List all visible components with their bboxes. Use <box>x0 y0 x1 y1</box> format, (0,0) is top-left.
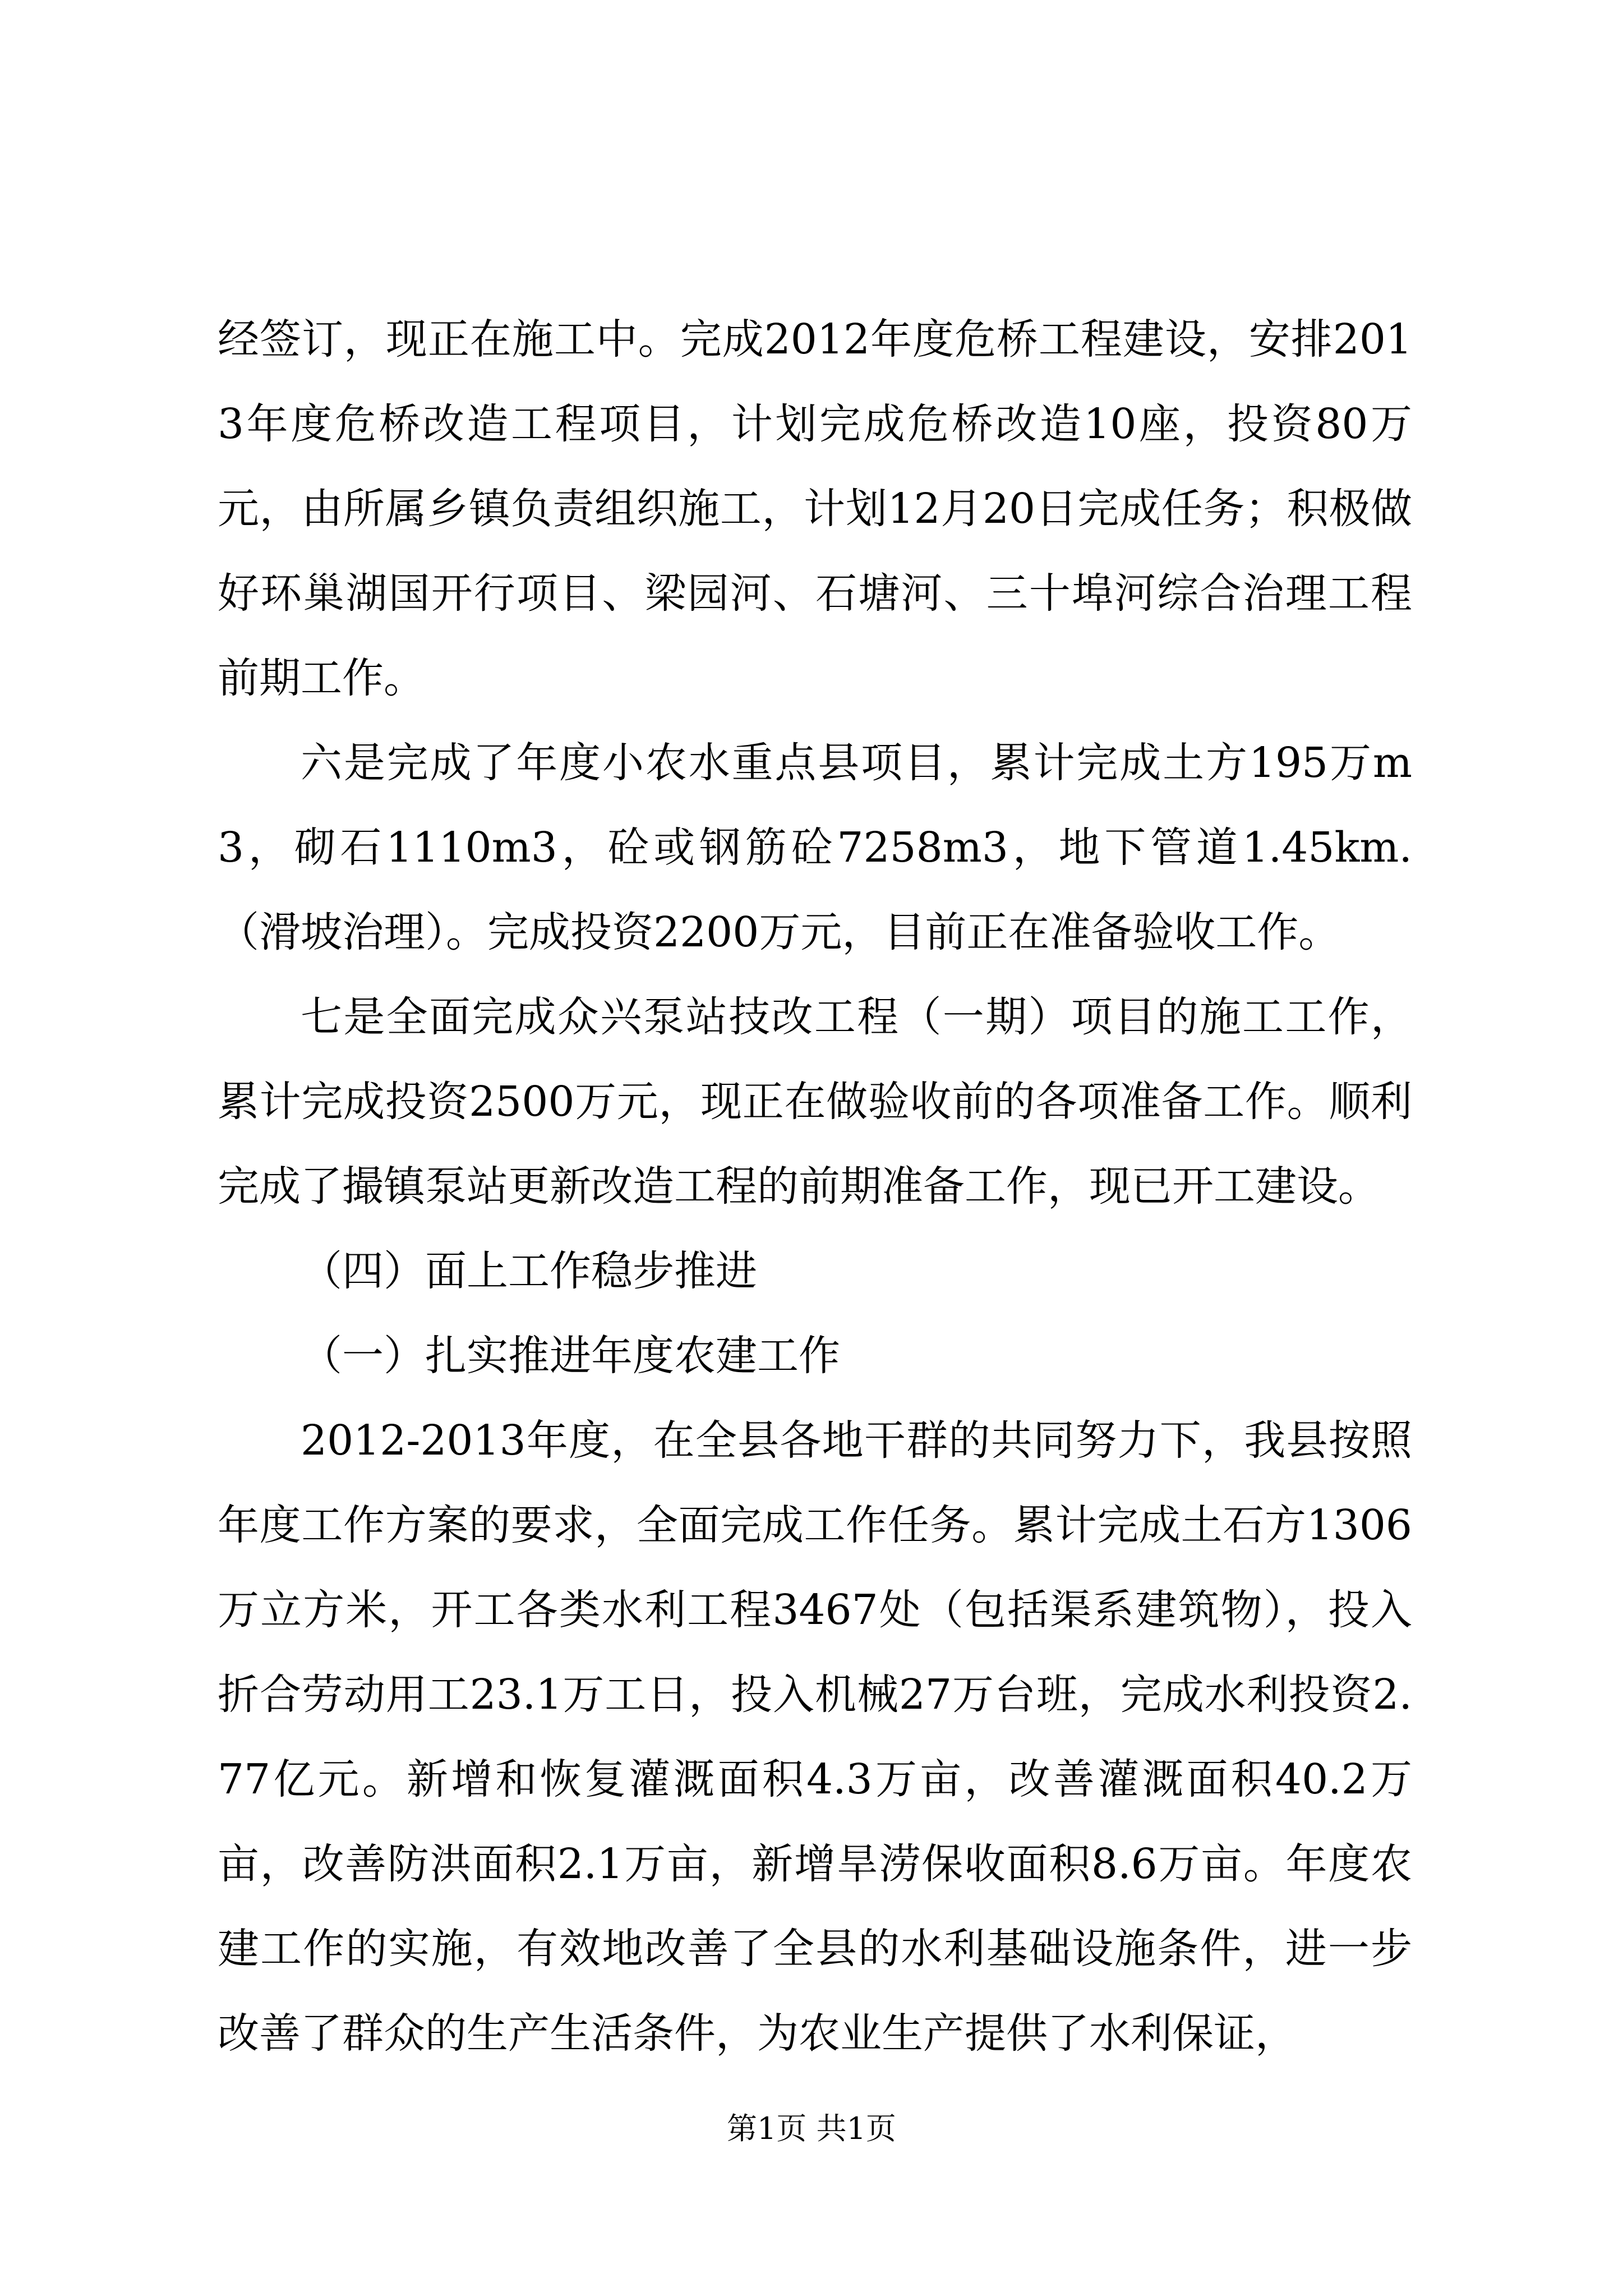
paragraph-item-seven: 七是全面完成众兴泵站技改工程（一期）项目的施工工作，累计完成投资2500万元，现正在做验收前的各项准备工作。顺利完成了撮镇泵站更新改造工程的前期准备工作，现已开工建设。 <box>218 993 1412 1211</box>
paragraph-annual-work: 2012-2013年度，在全县各地干群的共同努力下，我县按照年度工作方案的要求，全面完成工作任务。累计完成土石方1306万立方米，开工各类水利工程3467处（包括渠系建筑物），投入折合劳动用工23.1万工日，投入机械27万台班，完成水利投资2.77亿元。新增和恢复灌溉面积4.3万亩，改善灌溉面积40.2万亩，改善防洪面积2.1万亩，新增旱涝保收面积8.6万亩。年度农建工作的实施，有效地改善了全县的水利基础设施条件，进一步改善了群众的生产生活条件，为农业生产提供了水利保证， <box>218 1416 1412 2058</box>
paragraph-continuation: 经签订，现正在施工中。完成2012年度危桥工程建设，安排2013年度危桥改造工程项目，计划完成危桥改造10座，投资80万元，由所属乡镇负责组织施工，计划12月20日完成任务；积极做好环巢湖国开行项目、梁园河、石塘河、三十埠河综合治理工程前期工作。 <box>218 315 1412 702</box>
document-body <box>218 297 1412 2076</box>
section-heading-four: （四）面上工作稳步推进 <box>301 1247 757 1295</box>
paragraph-item-six: 六是完成了年度小农水重点县项目，累计完成土方195万m3，砌石1110m3，砼或钢筋砼7258m3，地下管道1.45km.（滑坡治理）。完成投资2200万元，目前正在准备验收工作。 <box>218 739 1412 956</box>
page-footer: 第1页 共1页 <box>727 2111 896 2146</box>
subsection-heading-one: （一）扎实推进年度农建工作 <box>301 1332 840 1380</box>
